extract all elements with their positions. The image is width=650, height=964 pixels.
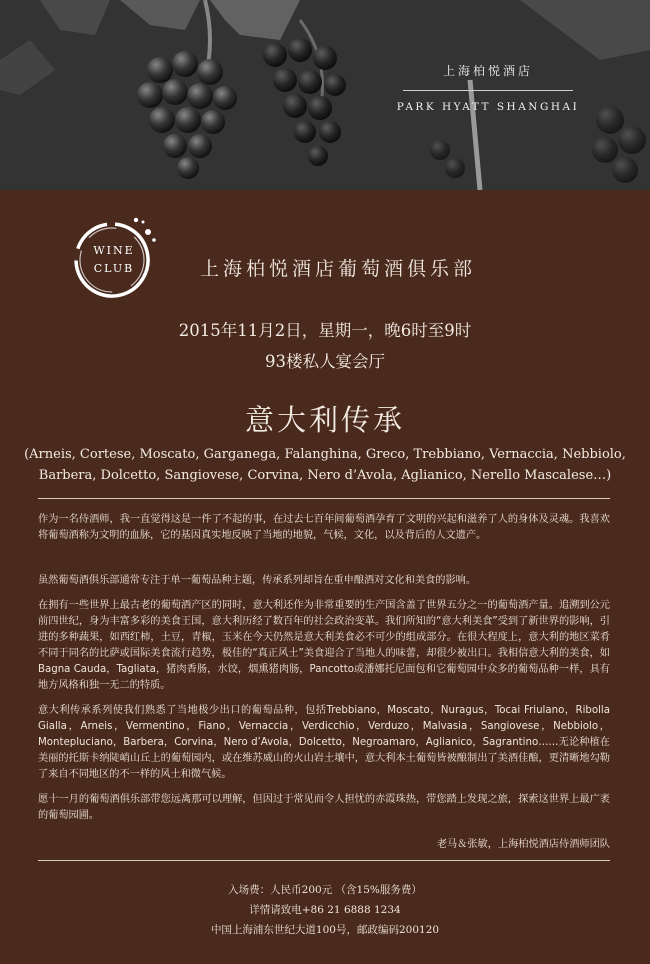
brand-name-en: PARK HYATT SHANGHAI bbox=[396, 101, 580, 113]
series-paragraph: 虽然葡萄酒俱乐部通常专注于单一葡萄品种主题，传承系列却旨在重申酿酒对文化和美食的影响。 bbox=[38, 575, 477, 586]
signature: 老马＆张敏，上海柏悦酒店侍酒师团队 bbox=[436, 839, 610, 850]
logo-word-club: CLUB bbox=[93, 262, 135, 275]
event-title: 意大利传承 bbox=[244, 403, 405, 437]
wine-club-logo bbox=[68, 210, 160, 302]
brand-divider bbox=[403, 90, 573, 91]
logo-word-wine: WINE bbox=[93, 244, 135, 257]
grape-vine-photo bbox=[0, 0, 650, 190]
event-date: 2015年11月2日，星期一，晚6时至9时 bbox=[178, 321, 472, 340]
park-hyatt-brand bbox=[388, 62, 588, 113]
brand-name-cn: 上海柏悦酒店 bbox=[442, 64, 533, 78]
hotel-address: 中国上海浦东世纪大道100号，邮政编码200120 bbox=[210, 924, 440, 936]
event-venue: 93楼私人宴会厅 bbox=[265, 352, 385, 371]
top-divider bbox=[38, 498, 610, 499]
contact-phone: 详情请致电+86 21 6888 1234 bbox=[249, 904, 401, 916]
italy-food-paragraph: 在拥有一些世界上最古老的葡萄酒产区的同时，意大利还作为非常重要的生产国含盖了世界五分之一的葡萄酒产量。追溯到公元前四世纪，身为丰富多彩的美食王国，意大利历经了数百年的社会政治变革。我们所知的“意大利美食”受到了新世界的影响，引进的多种蔬果，如西红柿，土豆，青椒，玉米在今天仍然是意大利美食必不可少的组成部分。在很大程度上，意大利的地区菜肴不同于同名的比萨或国际美食流行趋势，极佳的“真正风土”美食迎合了当地人的味蕾，却很少被出口。我相信意大利的美食，如Bagna Cauda，Tagliata，猪肉香肠，水饺，烟熏猪肉肠，Pancotto或潘娜托尼面包和它葡萄园中众多的葡萄品种一样，具有地方风格和独一无二的特质。 bbox=[38, 600, 610, 691]
club-title: 上海柏悦酒店葡萄酒俱乐部 bbox=[200, 258, 477, 280]
intro-paragraph: 作为一名侍酒师，我一直觉得这是一件了不起的事，在过去七百年间葡萄酒孕育了文明的兴起和滋养了人的身体及灵魂。我喜欢将葡萄酒称为文明的血脉，它的基因真实地反映了当地的地貌，气候，文化，以及背后的人文遗产。 bbox=[38, 514, 610, 541]
bottom-divider bbox=[38, 860, 610, 861]
grape-varieties-paragraph: 意大利传承系列使我们熟悉了当地极少出口的葡萄品种，包括Trebbiano，Moscato，Nuragus，Tocai Friulano，Ribolla Gialla，Arneis，Vermentino，Fiano，Vernaccia，Verdicchio，Verduzo，Malvasia，Sangiovese，Nebbiolo，Montepluciano，Barbera，Corvina，Nero d’Avola，Dolcetto，Negroamaro，Aglianico，Sagrantino……无论种植在美丽的托斯卡纳陡峭山丘上的葡萄园内，或在维苏威山的火山岩土壤中，意大利本土葡萄皆被酿制出了美酒佳酿，更清晰地勾勒了来自不同地区的不一样的风土和微气候。 bbox=[38, 705, 610, 780]
grape-list-line-2: Barbera, Dolcetto, Sangiovese, Corvina, Nero d’Avola, Aglianico, Nerello Mascalese…) bbox=[38, 468, 612, 483]
entry-fee: 入场费：人民币200元 （含15%服务费） bbox=[228, 884, 422, 896]
closing-paragraph: 愿十一月的葡萄酒俱乐部带您远离那可以理解，但因过于常见而令人担忧的赤霞珠热，带您踏上发现之旅，探索这世界上最广袤的葡萄园圃。 bbox=[38, 794, 610, 821]
grape-list-line-1: (Arneis, Cortese, Moscato, Garganega, Falanghina, Greco, Trebbiano, Vernaccia, Nebbiolo, bbox=[24, 447, 626, 462]
